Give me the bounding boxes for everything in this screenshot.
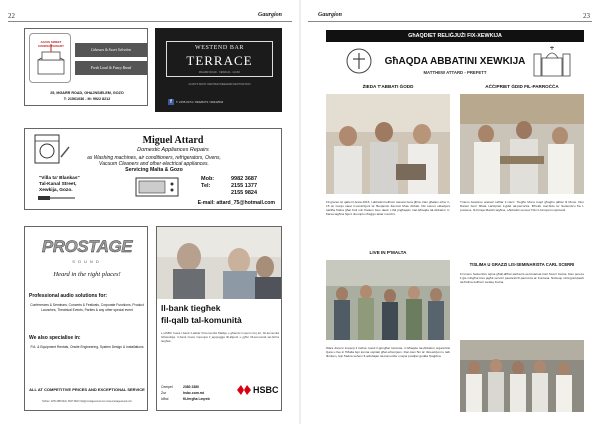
aguis-logo-text: AGUIS SWEET CONFECTIONARY	[37, 40, 65, 48]
page-spine	[299, 0, 301, 424]
attard-name: Miguel Attard	[142, 135, 204, 146]
prostage-slogan: Heard in the right places!	[53, 271, 121, 278]
attard-tel2: 2155 9824	[231, 190, 257, 196]
hsbc-body: L-HSBC huwa l-bank il-akbar fil-komunità Maltija u għandu impenn fuq tul, bil-komunità Għawdxija. Il-bank huwa impenjat li jappoġġja lill-klijenti u jgħin lill-komunità tal-Gżira tiegħek.	[161, 331, 279, 343]
header-rule-right	[308, 21, 592, 22]
prostage-services: Conferences & Seminars, Concerts & Festivals, Corporate Functions, Product Launches, Theatrical Events, Parties & any other special event	[30, 303, 144, 312]
aguis-ad	[24, 28, 148, 106]
attard-street: Tal-Kanal Street,	[39, 182, 77, 187]
photo-live-in-malta	[326, 260, 450, 340]
prostage-contact: Tel/Fax: 2155 2869 Mob: 9947 0822 info@prostagesound.com www.prostagesound.com	[42, 401, 132, 403]
prostage-specialise-title: We also specialise in:	[29, 335, 81, 341]
masthead-left: Gaurgion	[258, 12, 283, 18]
prostage-specialise: P.A. & Equipment Rentals, Onsite Engineering, System Design & Installations	[30, 345, 144, 349]
attard-town: Xewkija, Gozo.	[39, 188, 73, 193]
prostage-ad	[24, 226, 148, 411]
attard-desc1: as Washing machines, air conditioners, refrigerators, Ovens,	[87, 155, 221, 161]
facebook-icon: f	[168, 99, 174, 105]
prostage-services-title: Professional audio solutions for:	[29, 293, 108, 299]
hsbc-contact-label-3: Idħol	[161, 397, 169, 401]
westend-title-main: TERRACE	[186, 53, 253, 68]
hsbc-photo	[157, 227, 282, 299]
col2-paragraph-1: Tmiem Awwissu wassal l-aħtar li l-Ecc. Tiegħu Mons Isqof għoġbu jaħtar lil Mons. Dun Daniel Xerri bħala l-aċċipriet il-ġdid tal-parroċċa. B'hekk mal-bidu ta' Settembru ħa l-pussess, fil-Knisja Matriċi tagħna, l-Abbatini servew f'din il-funzjoni importanti.	[460, 200, 584, 213]
attard-desc3: Servicing Malta & Gozo	[125, 167, 183, 173]
aguis-logo	[29, 33, 71, 83]
attard-villa: "Villa ta' Blankas"	[39, 176, 80, 181]
microwave-icon	[135, 177, 179, 197]
photo-abbatini-vestition	[326, 94, 450, 194]
aguis-line1: Cakesses & Sweet Selection	[75, 43, 147, 57]
aguis-address: 25, MGARR ROAD, GHAJNSIELEM, GOZO	[50, 91, 124, 95]
col2-paragraph-2: Fi tmiem Settembru lejlna għall-aħħar darba lis-seminarista Carl Scerri fostna. Dan peress li ġie mibgħut biex jagħti servizz pastorali fil-parroċċa ta' Fontana. Nixtiequ nirringrazzjawh tal-ħidma kollha li wettaq fostna.	[460, 272, 584, 285]
attard-subtitle: Domestic Appliances Repairs	[137, 147, 209, 153]
westend-ad	[155, 28, 282, 112]
col1-heading: ŻIEDA T'ABBATI ĠODD	[362, 84, 414, 89]
attard-email: E-mail: attard_75@hotmail.com	[197, 200, 275, 206]
attard-tel-label: Tel:	[201, 183, 211, 189]
col2-heading-2: TISLIMA U GRAZZI LIS-SEMINARISTA CARL SCERRI	[469, 262, 575, 267]
col1-heading-2: LIVE IN P'MALTA	[369, 250, 407, 255]
col1-paragraph-1: Fil-granet ta' qabel il-festa 2015, l-abbatini kellhom tassew bera ġħira. Dan għaliex erba' ir-15 ta' Gunju saret il-vestizzjoni ta' Benjamin Zammit Mule Abbati. Din kienet okkażjoni sabiħa ħafna għal Kull min ħadem biex dawn t-tfal jingħaqdu mal-Għaqda tal-Abbatini. Il-ħarsa tagħna hija li nkomplu nħeġġu aktar membri.	[326, 200, 450, 217]
article-byline: MATTHEW ATTARD - PREFETT	[423, 70, 487, 75]
aguis-phone: T: 21561036 - M: 9922 8212	[63, 97, 111, 101]
photo-seminarian-farewell	[460, 340, 584, 412]
westend-tagline: GOZO'S MOST AWAITED WEEKEND DESTINATION	[188, 83, 251, 86]
header-rule-left	[8, 21, 292, 22]
page-number-right: 23	[583, 12, 590, 20]
col1-paragraph-2: Wara diversi impenji li kellna matul il-ġimgħat tal-festa, il-Għaqda tal-Abbatini organizzat żjara u live in f'Malta fejn konna ospitati għal erbat ijiem. Dan kien ħin ta' rikreazzjoni u talb flimkien, fejn ħadna sehem fl-attivitajiet tal-komunità u rajna postijiet ġodda f'pajjiżna.	[326, 346, 450, 359]
westend-title-top: WESTEND BAR	[194, 45, 245, 51]
hsbc-headline-2: fil-qalb tal-komunità	[161, 315, 242, 325]
hsbc-headline-1: Il-bank tiegħek	[161, 303, 221, 313]
attard-mob: 9982 3687	[231, 176, 257, 182]
attard-ad	[24, 128, 282, 210]
hsbc-contact-value-3: fil-fergħa l-eqreb	[183, 397, 210, 401]
section-banner: GħAQDIET RELIĠJUŻI FIX-XEWKIJA	[326, 30, 584, 42]
hsbc-hexagon-logo-icon	[237, 385, 251, 395]
hsbc-brand: HSBC	[253, 385, 279, 395]
hsbc-ad	[156, 226, 282, 411]
westend-phones: T: 2155 0474 / 99420073 / 99442534	[176, 100, 224, 104]
westend-address: MGARR ROAD · XEWKIJA · GOZO	[198, 71, 241, 74]
attard-mob-label: Mob:	[201, 176, 215, 182]
article-title: GħAQDA ABBATINI XEWKIJA	[384, 56, 526, 67]
hsbc-contact-value-2: hsbc.com.mt	[183, 391, 204, 395]
screwdriver-icon	[37, 193, 77, 203]
page-number-left: 22	[8, 12, 15, 20]
hsbc-contact-value-1: 2380 2380	[183, 385, 200, 389]
aguis-line2: Fresh Local & Fancy Bread	[75, 61, 147, 75]
hsbc-contact-label-1: Ċempel	[161, 385, 173, 389]
prostage-logo-sub: SOUND	[72, 259, 102, 264]
attard-tel: 2155 1377	[231, 183, 257, 189]
attard-desc2: Vacuum Cleaners and other electrical appliances.	[99, 161, 209, 167]
col2-heading: AĊĊIPRIET ĠDID FIL-PARROĊĊA	[485, 84, 559, 89]
masthead-right: Gaurgion	[318, 12, 343, 18]
prostage-footer: ALL AT COMPETITIVE PRICES AND EXCEPTIONAL SERVICE	[29, 387, 145, 392]
hsbc-contact-label-2: Żur	[161, 391, 167, 395]
prostage-logo: PROSTAGE	[41, 237, 133, 256]
photo-new-archpriest	[460, 94, 584, 194]
